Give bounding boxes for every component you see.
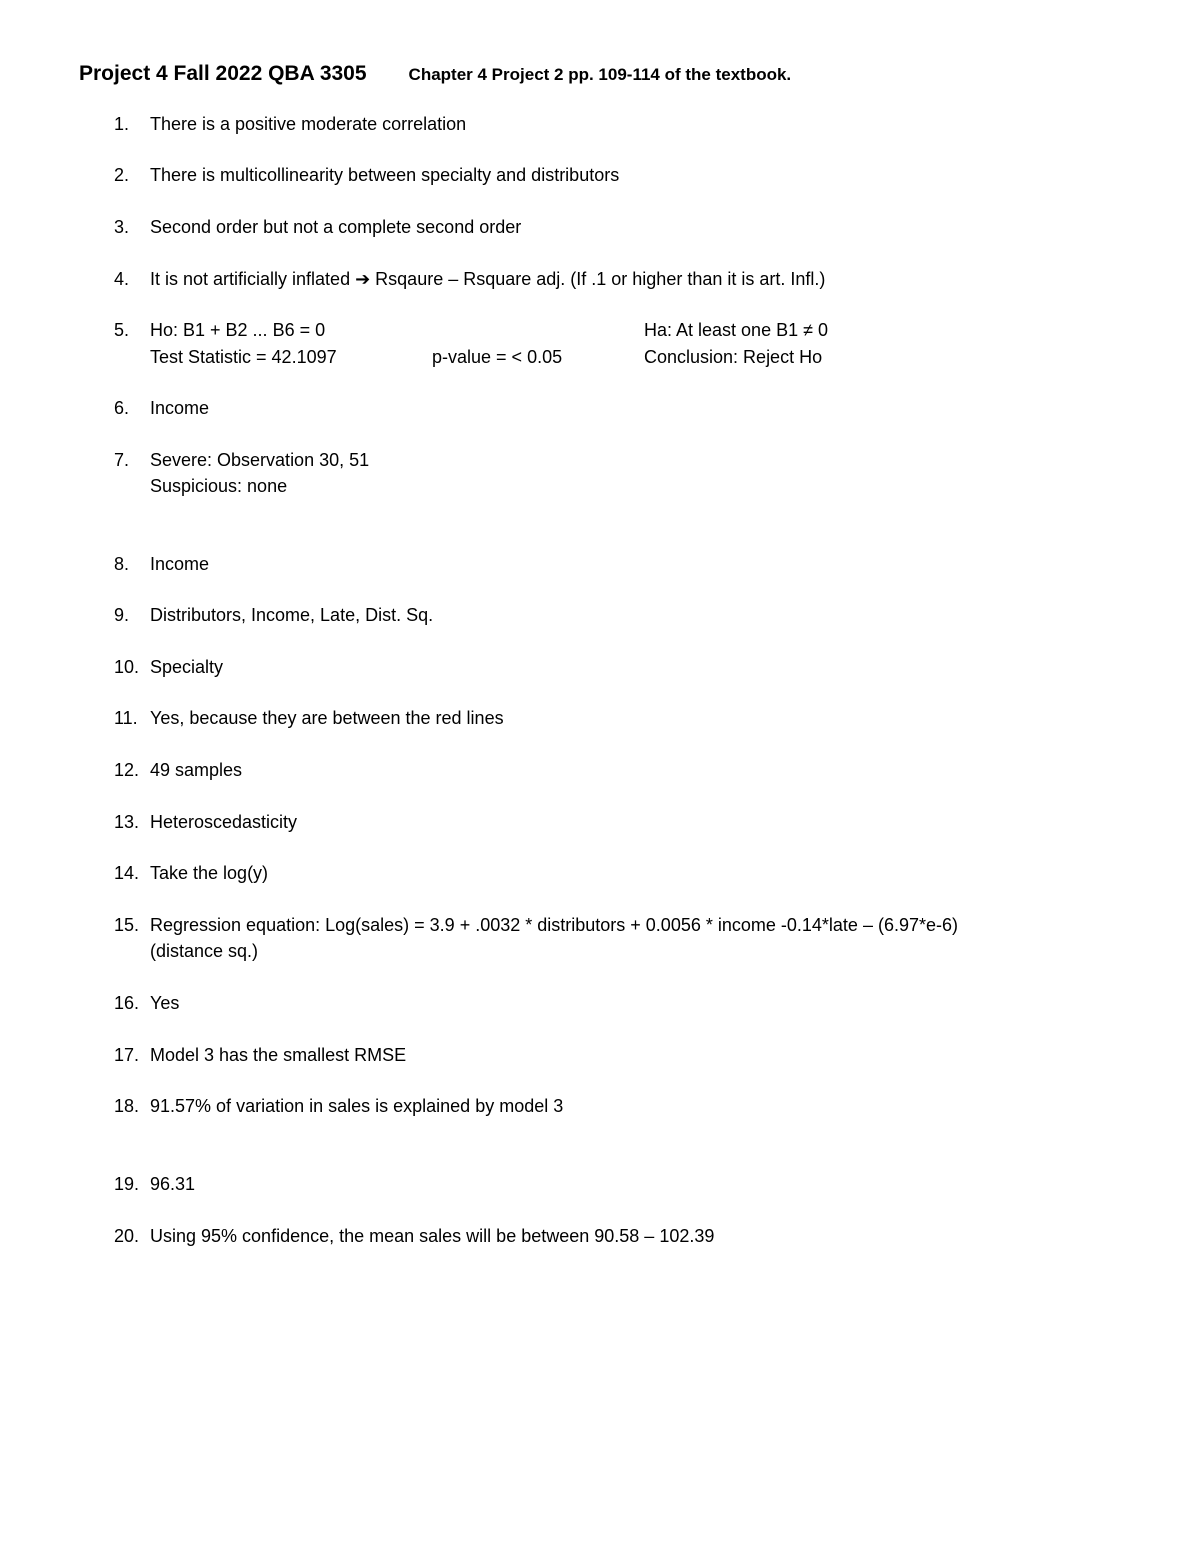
list-item xyxy=(114,705,504,731)
item-text: Distributors, Income, Late, Dist. Sq. xyxy=(150,605,434,625)
item-text: Yes xyxy=(150,993,180,1013)
document-title: Project 4 Fall 2022 QBA 3305 xyxy=(79,62,367,85)
item-number: 18. xyxy=(114,1096,140,1116)
alternative-hypothesis: Ha: At least one B1 ≠ 0 xyxy=(644,320,828,340)
list-item xyxy=(114,266,825,292)
item-text: 91.57% of variation in sales is explained by model 3 xyxy=(150,1096,564,1116)
list-item xyxy=(114,757,242,783)
list-item xyxy=(114,1042,406,1068)
item-number: 17. xyxy=(114,1045,140,1065)
item-text: Severe: Observation 30, 51 xyxy=(150,450,370,470)
item-number: 10. xyxy=(114,657,140,677)
item-text: Model 3 has the smallest RMSE xyxy=(150,1045,407,1065)
item-text: Income xyxy=(150,398,210,418)
list-item xyxy=(114,395,209,421)
item-number: 16. xyxy=(114,993,140,1013)
list-item xyxy=(114,447,369,473)
test-statistic: Test Statistic = 42.1097 xyxy=(150,347,337,367)
item-text: Take the log(y) xyxy=(150,863,269,883)
item-number: 19. xyxy=(114,1174,140,1194)
item-number: 11. xyxy=(114,708,138,728)
list-item xyxy=(114,860,268,886)
item-text: 96.31 xyxy=(150,1174,196,1194)
item-number: 1. xyxy=(114,114,130,134)
item-text: It is not artificially inflated ➔ Rsqaure – Rsquare adj. (If .1 or higher than it is art. Infl.) xyxy=(150,269,826,289)
item-number: 13. xyxy=(114,812,140,832)
list-item xyxy=(114,162,619,188)
item-text: Using 95% confidence, the mean sales will be between 90.58 – 102.39 xyxy=(150,1226,715,1246)
item-number: 4. xyxy=(114,269,130,289)
list-item xyxy=(114,1171,195,1197)
item-number: 2. xyxy=(114,165,130,185)
item-number: 7. xyxy=(114,450,130,470)
item-number: 15. xyxy=(114,915,140,935)
list-item xyxy=(114,551,209,577)
list-item xyxy=(114,602,433,628)
item-text: 49 samples xyxy=(150,760,243,780)
list-item xyxy=(114,809,297,835)
item-text-continuation: (distance sq.) xyxy=(150,941,259,961)
list-item xyxy=(114,1223,714,1249)
item-number: 5. xyxy=(114,320,130,340)
item-number: 9. xyxy=(114,605,130,625)
item-number: 6. xyxy=(114,398,130,418)
item-number: 20. xyxy=(114,1226,140,1246)
item-text: Second order but not a complete second order xyxy=(150,217,522,237)
document-subtitle: Chapter 4 Project 2 pp. 109-114 of the textbook. xyxy=(408,65,792,84)
list-item xyxy=(114,990,179,1016)
item-number: 8. xyxy=(114,554,130,574)
item-text: There is a positive moderate correlation xyxy=(150,114,467,134)
p-value: p-value = < 0.05 xyxy=(432,347,563,367)
regression-equation: Regression equation: Log(sales) = 3.9 + .0032 * distributors + 0.0056 * income -0.14*late – (6.97*e-6) xyxy=(150,915,958,935)
list-item xyxy=(114,1093,563,1119)
item-number: 3. xyxy=(114,217,130,237)
list-item-regression xyxy=(114,912,958,938)
item-text: There is multicollinearity between specialty and distributors xyxy=(150,165,620,185)
document-header xyxy=(79,62,791,86)
list-item xyxy=(114,214,521,240)
item-text: Income xyxy=(150,554,210,574)
item-text: Specialty xyxy=(150,657,224,677)
list-item-hypothesis xyxy=(114,317,325,343)
item-number: 12. xyxy=(114,760,140,780)
item-text: Yes, because they are between the red lines xyxy=(150,708,504,728)
list-item xyxy=(114,654,223,680)
null-hypothesis: Ho: B1 + B2 ... B6 = 0 xyxy=(150,320,326,340)
item-text-continuation: Suspicious: none xyxy=(150,476,288,496)
item-text: Heteroscedasticity xyxy=(150,812,298,832)
conclusion: Conclusion: Reject Ho xyxy=(644,347,823,367)
list-item xyxy=(114,111,466,137)
item-number: 14. xyxy=(114,863,140,883)
